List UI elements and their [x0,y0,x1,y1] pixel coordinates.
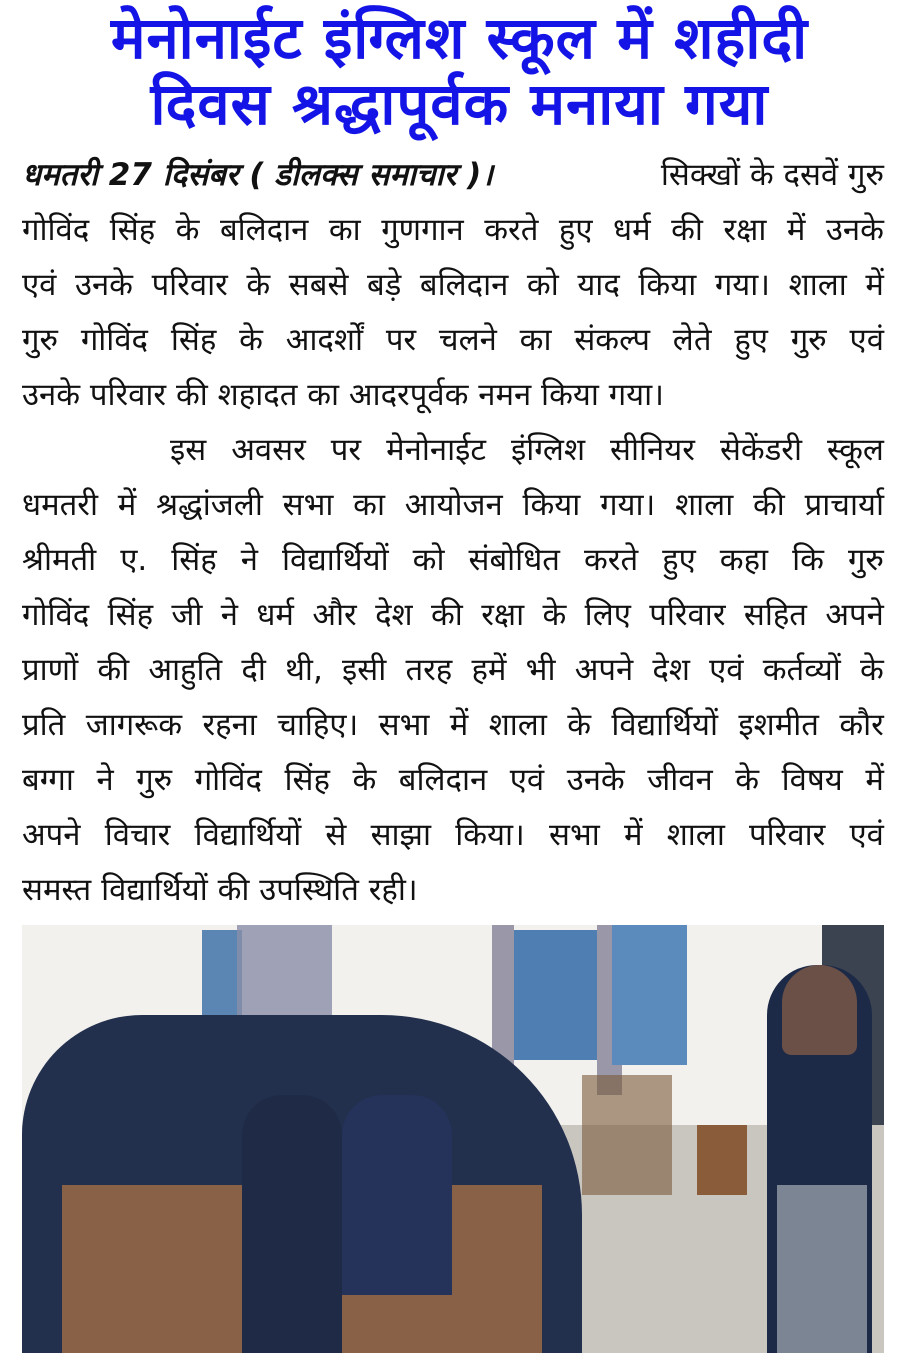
dateline: धमतरी 27 दिसंबर ( डीलक्स समाचार )। [22,157,493,193]
classroom-photo [22,925,884,1353]
headline-line-2: दिवस श्रद्धापूर्वक मनाया गया [150,70,769,138]
article-line: श्रीमती ए. सिंह ने विद्यार्थियों को संबोधित करते हुए कहा कि गुरु [22,542,884,578]
article-line: धमतरी में श्रद्धांजली सभा का आयोजन किया गया। शाला की प्राचार्या [22,487,884,523]
article-line: प्राणों की आहुति दी थी, इसी तरह हमें भी अपने देश एवं कर्तव्यों के [22,652,884,688]
article-line: एवं उनके परिवार के सबसे बड़े बलिदान को याद किया गया। शाला में [22,267,884,303]
article-line: समस्त विद्यार्थियों की उपस्थिति रही। [22,872,418,908]
article-line: प्रति जागरूक रहना चाहिए। सभा में शाला के विद्यार्थियों इशमीत कौर [22,707,884,743]
article-line: इस अवसर पर मेनोनाईट इंग्लिश सीनियर सेकेंडरी स्कूल [170,432,884,468]
headline-line-1: मेनोनाईट इंग्लिश स्कूल में शहीदी [110,4,809,72]
article-line: गुरु गोविंद सिंह के आदर्शों पर चलने का संकल्प लेते हुए गुरु एवं [22,322,884,358]
article-line: गोविंद सिंह के बलिदान का गुणगान करते हुए धर्म की रक्षा में उनके [22,212,884,248]
article-line: अपने विचार विद्यार्थियों से साझा किया। सभा में शाला परिवार एवं [22,817,884,853]
article-line: उनके परिवार की शहादत का आदरपूर्वक नमन किया गया। [22,377,664,413]
article-line: धमतरी 27 दिसंबर ( डीलक्स समाचार )। सिक्खों के दसवें गुरु [22,148,884,203]
article-line: गोविंद सिंह जी ने धर्म और देश की रक्षा के लिए परिवार सहित अपने [22,597,884,633]
article-line: बग्गा ने गुरु गोविंद सिंह के बलिदान एवं उनके जीवन के विषय में [22,762,884,798]
